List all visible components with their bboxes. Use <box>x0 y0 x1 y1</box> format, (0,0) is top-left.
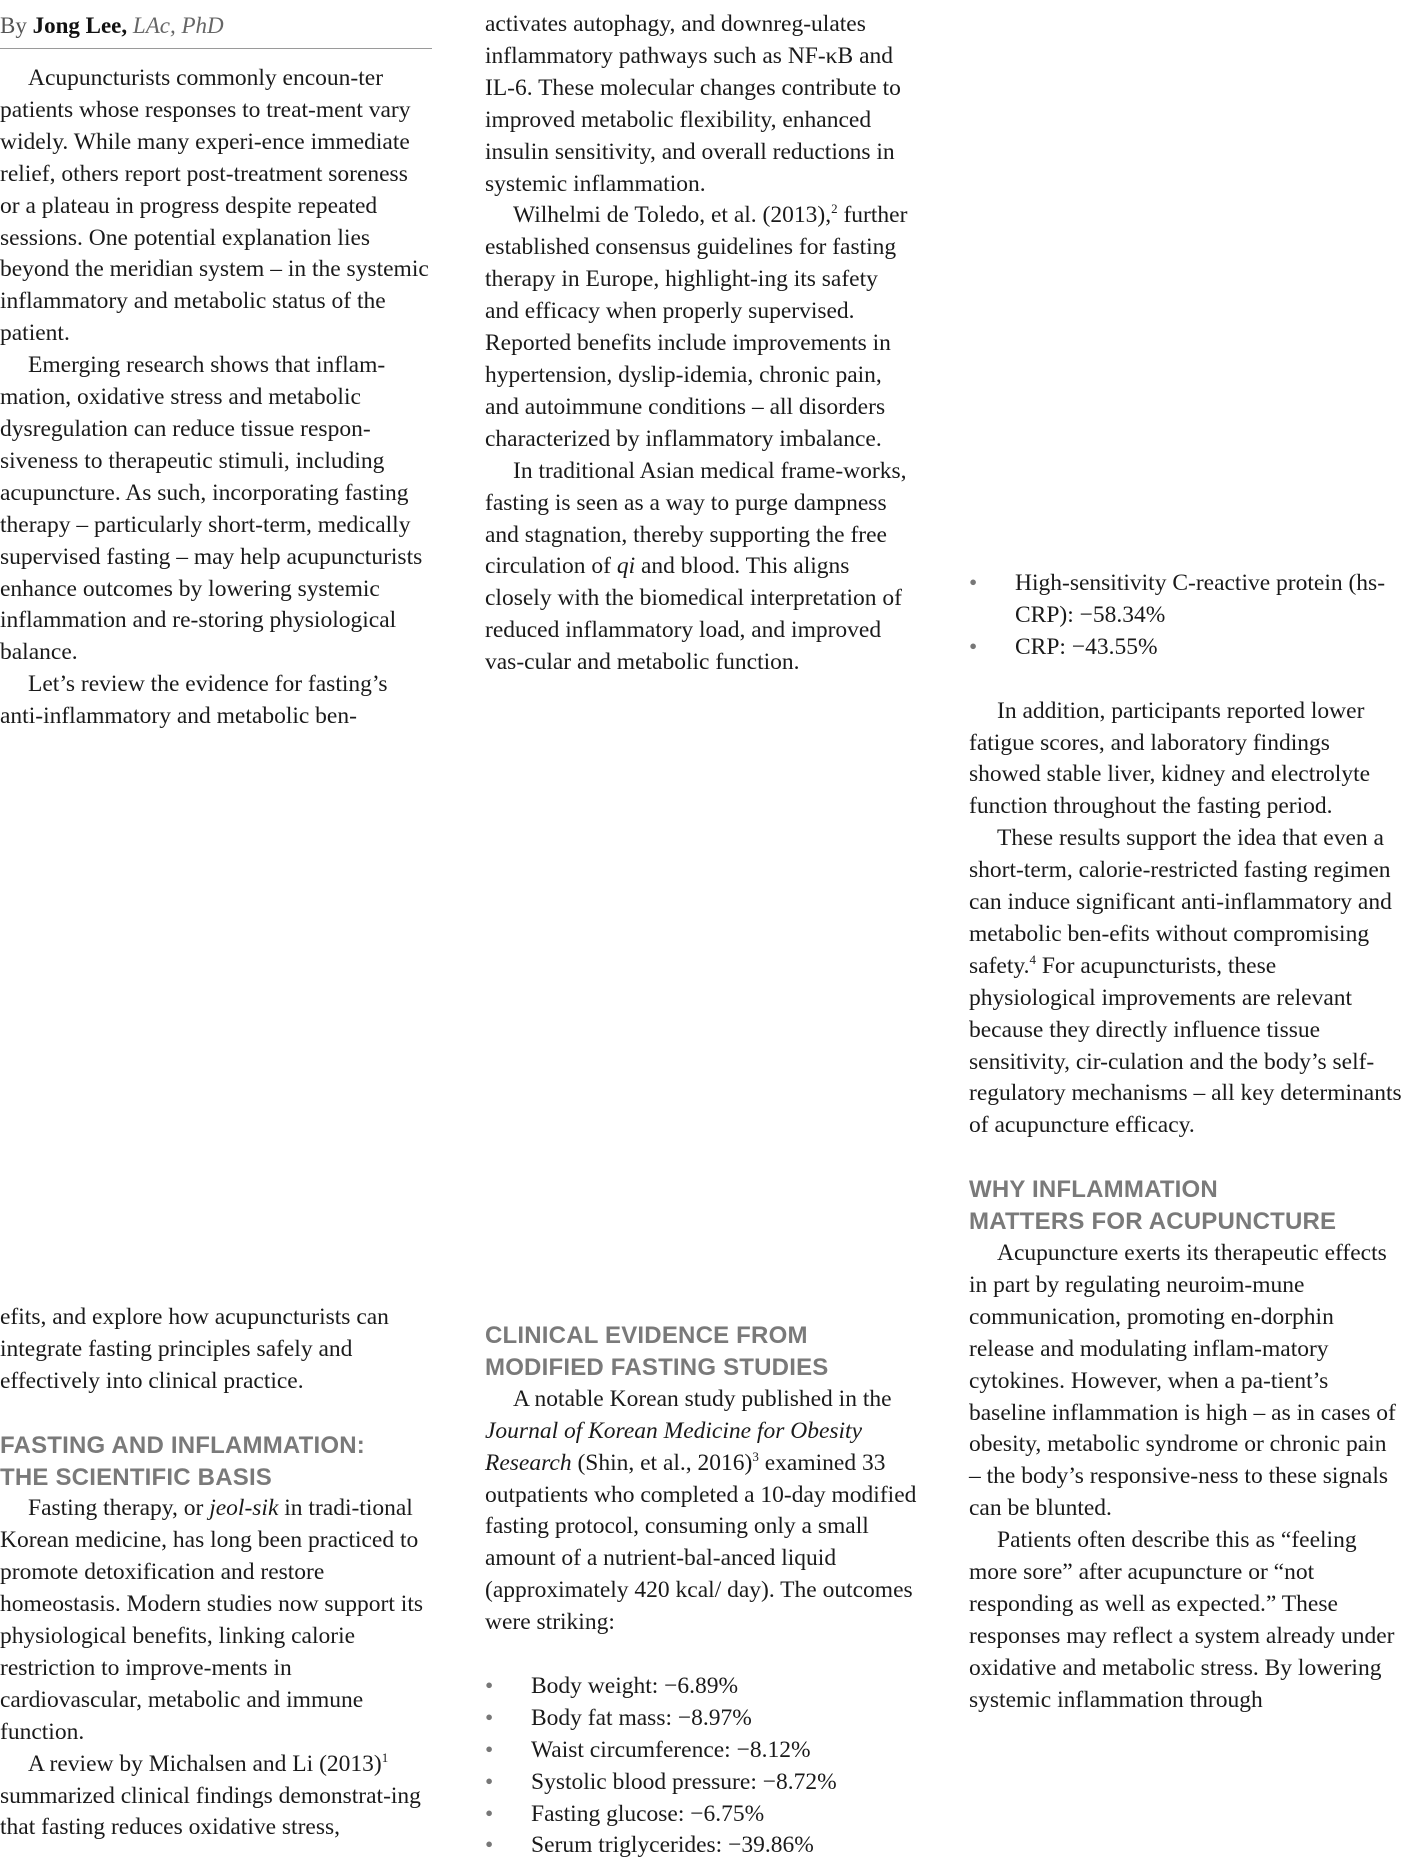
section-heading-fasting-inflammation <box>0 1430 432 1494</box>
paragraph <box>485 200 917 455</box>
spacer <box>969 1142 1404 1174</box>
column-1-top <box>0 63 432 733</box>
paragraph <box>485 1384 917 1639</box>
heading-line: WHY INFLAMMATION <box>969 1176 1218 1204</box>
spacer <box>485 1639 917 1671</box>
list-item: • Systolic blood pressure: −8.72% <box>485 1767 917 1799</box>
heading-line: MATTERS FOR ACUPUNCTURE <box>969 1208 1337 1236</box>
text: Wilhelmi de Toledo, et al. (2013), <box>513 202 832 229</box>
outcome-list <box>485 1671 917 1862</box>
citation-superscript: 1 <box>381 1749 389 1765</box>
paragraph: In addition, participants reported lower fatigue scores, and laboratory findings showed stable liver, kidney and electrolyte function throughout the fasting period. <box>969 697 1371 820</box>
citation-superscript: 3 <box>752 1448 759 1464</box>
text: These results support the idea that even a short-term, calorie-restricted fasting regimen can induce significant anti-inflammatory and metabolic ben-efits without compromising safety. <box>969 825 1392 979</box>
column-3 <box>969 568 1404 1717</box>
list-item: • Body weight: −6.89% <box>485 1671 917 1703</box>
outcome-list <box>969 568 1404 664</box>
heading-line: MODIFIED FASTING STUDIES <box>485 1353 829 1381</box>
list-item: • CRP: −43.55% <box>969 632 1404 664</box>
paragraph <box>485 456 917 679</box>
list-item: • Waist circumference: −8.12% <box>485 1735 917 1767</box>
spacer <box>0 1398 432 1430</box>
column-1-bottom <box>0 1302 432 1844</box>
text: further established consensus guidelines for fasting therapy in Europe, highlight-ing its safety and efficacy when properly supervised. Reported benefits include improvements in hypertension, dyslip-idemia, chronic pain, and autoimmune conditions – all disorders characterized by inflammatory imbalance. <box>485 202 908 452</box>
column-2-top <box>485 9 917 679</box>
author-name: Jong Lee, <box>32 13 128 38</box>
column-2-bottom <box>485 1320 917 1862</box>
byline <box>0 8 432 49</box>
text: Fasting therapy, or <box>28 1495 210 1522</box>
section-heading-clinical-evidence <box>485 1320 917 1384</box>
text: examined 33 outpatients who completed a 10-day modified fasting protocol, consuming only a small amount of a nutrient-bal-anced liquid (approximately 420 kcal/ day). The outcomes were striking: <box>485 1449 917 1636</box>
paragraph <box>0 1749 432 1845</box>
paragraph: Acupuncturists commonly encoun-ter patients whose responses to treat-ment vary widely. While many experi-ence immediate relief, others report post-treatment soreness or a plateau in progress despite repeated sessions. One potential explanation lies beyond the meridian system – in the systemic inflammatory and metabolic status of the patient. <box>0 65 429 347</box>
text: and blood. This aligns closely with the biomedical interpretation of reduced inflammatory load, and improved vas-cular and metabolic function. <box>485 553 902 676</box>
text: For acupuncturists, these physiological improvements are relevant because they directly influence tissue sensitivity, cir-culation and the body’s self-regulatory mechanisms – all key determinants of acupuncture efficacy. <box>969 952 1402 1139</box>
text: A review by Michalsen and Li (2013) <box>28 1750 382 1777</box>
text: summarized clinical findings demonstrat-ing that fasting reduces oxidative stress, <box>0 1782 421 1841</box>
italic-term: qi <box>616 553 636 580</box>
byline-prefix: By <box>0 13 27 38</box>
journal-title: Journal of Korean Medicine for Obesity Research <box>485 1417 863 1476</box>
author-credentials: LAc, PhD <box>132 13 224 38</box>
citation-superscript: 2 <box>831 201 838 217</box>
text: (Shin, et al., 2016) <box>571 1449 753 1476</box>
citation-superscript: 4 <box>1029 951 1036 967</box>
section-heading-why-inflammation <box>969 1174 1404 1238</box>
heading-line: THE SCIENTIFIC BASIS <box>0 1463 273 1491</box>
heading-line: CLINICAL EVIDENCE FROM <box>485 1322 808 1349</box>
list-item: • High-sensitivity C-reactive protein (hs-CRP): −58.34% <box>969 568 1404 632</box>
paragraph: Patients often describe this as “feeling more sore” after acupuncture or “not responding as well as expected.” These responses may reflect a system already under oxidative and metabolic stress. By lowering systemic inflammation through <box>969 1527 1395 1713</box>
paragraph <box>969 823 1404 1142</box>
heading-line: FASTING AND INFLAMMATION: <box>0 1431 365 1459</box>
paragraph-continuation: efits, and explore how acupuncturists can integrate fasting principles safely and effectively into clinical practice. <box>0 1304 389 1394</box>
list-item: • Serum triglycerides: −39.86% <box>485 1830 917 1862</box>
list-item: • Fasting glucose: −6.75% <box>485 1799 917 1831</box>
paragraph: Let’s review the evidence for fasting’s anti-inflammatory and metabolic ben- <box>0 671 388 730</box>
paragraph-continuation: activates autophagy, and downreg-ulates inflammatory pathways such as NF-κB and IL-6. These molecular changes contribute to improved metabolic flexibility, enhanced insulin sensitivity, and overall reductions in systemic inflammation. <box>485 11 901 197</box>
text: A notable Korean study published in the <box>513 1385 892 1412</box>
list-item: • Body fat mass: −8.97% <box>485 1703 917 1735</box>
paragraph: Emerging research shows that inflam-mation, oxidative stress and metabolic dysregulation can reduce tissue respon-siveness to therapeutic stimuli, including acupuncture. As such, incorporating fasting therapy – particularly short-term, medically supervised fasting – may help acupuncturists enhance outcomes by lowering systemic inflammation and re-storing physiological balance. <box>0 352 423 666</box>
text: in tradi-tional Korean medicine, has long been practiced to promote detoxification and restore homeostasis. Modern studies now support its physiological benefits, linking calorie restriction to improve-ments in cardiovascular, metabolic and immune function. <box>0 1495 423 1745</box>
text: In traditional Asian medical frame-works, fasting is seen as a way to purge dampness and stagnation, thereby supporting the free circulation of <box>485 457 907 580</box>
spacer <box>969 664 1404 696</box>
italic-term: jeol-sik <box>209 1495 279 1522</box>
paragraph: Acupuncture exerts its therapeutic effects in part by regulating neuroim-mune communication, promoting en-dorphin release and modulating inflam-matory cytokines. However, when a pa-tient’s baseline inflammation is high – as in cases of obesity, metabolic syndrome or chronic pain – the body’s responsive-ness to these signals can be blunted. <box>969 1240 1396 1522</box>
paragraph <box>0 1493 432 1748</box>
